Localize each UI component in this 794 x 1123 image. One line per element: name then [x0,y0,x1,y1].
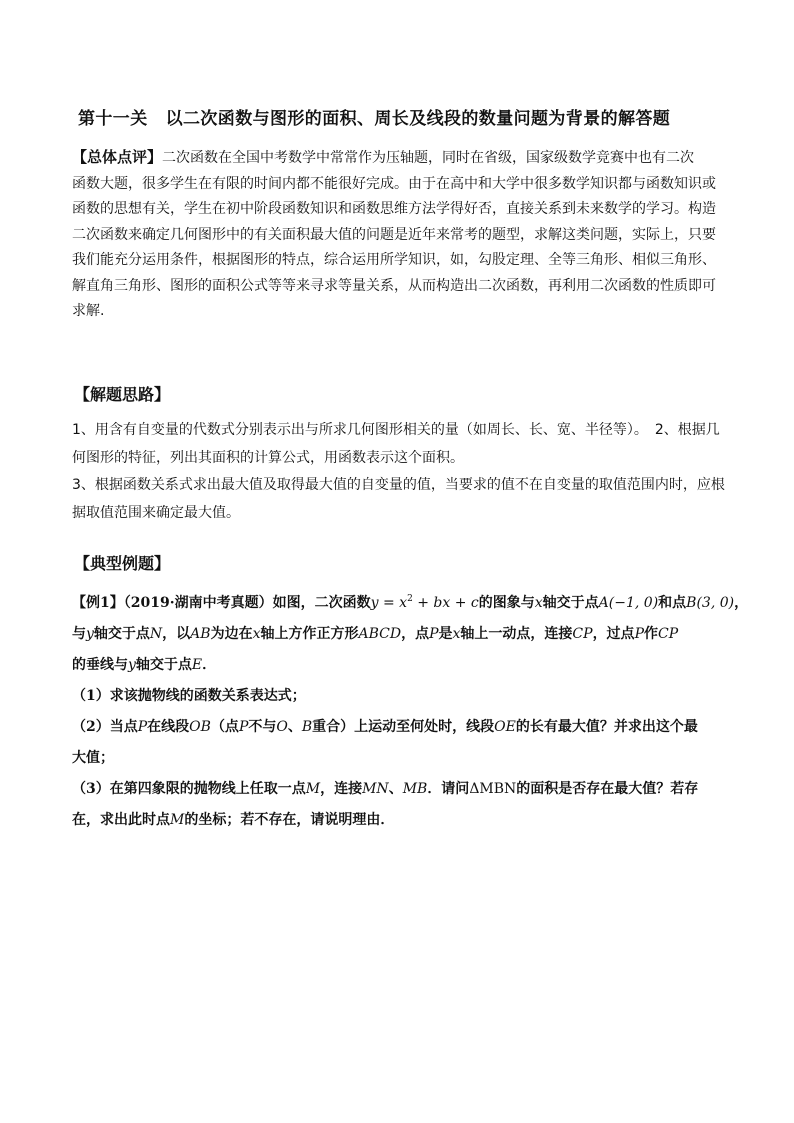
text: 在，求出此时点 [72,812,170,828]
text: 的长有最大值？并求出这个最 [515,719,698,735]
text: 的图象与 [478,595,535,611]
math-p: P [634,626,644,642]
text: 为边在 [210,626,253,642]
text: 如图，二次函数 [272,595,371,611]
overview-line-6: 解直角三角形、图形的面积公式等等来寻求等量关系，从而构造出二次函数，再利用二次函数的性质即可 [72,277,716,294]
text: ，过点 [592,626,635,642]
math-x: x [452,626,461,642]
math-p: P [137,719,148,735]
math-o: O [276,719,288,735]
example-1-line-3 [72,650,734,681]
overview-line-3: 函数的思想有关，学生在初中阶段函数知识和函数思维方法学得好否，直接关系到未来数学的学习。构造 [72,201,716,217]
overview-line-2: 函数大题，很多学生在有限的时间内都不能很好完成。由于在高中和大学中很多数学知识都与函数知识或 [72,175,716,192]
point-a: A(−1, 0) [598,595,659,611]
text: ，点 [401,626,430,642]
math-x: x [252,626,261,642]
text: 、 [287,719,302,735]
text: 的坐标；若不存在，请说明理由． [184,812,395,828]
text: 的面积是否存在最大值？若存 [516,781,699,797]
ideas-paragraph [72,417,732,527]
math-x: x [399,595,408,611]
overview-label: 【总体点评】 [72,148,163,166]
text: 不与 [248,719,277,735]
math-rest: + bx + c [412,595,479,611]
text: 在线段 [147,719,190,735]
math-exponent: 2 [407,594,413,604]
ideas-line-3: 3、根据函数关系式求出最大值及取得最大值的自变量的值，当要求的值不在自变量的取值范围内时，应根 [72,477,725,493]
math-p: P [429,626,439,642]
math-y: y [128,657,136,673]
math-ab: AB [190,626,211,642]
question-2-line-1 [72,712,734,743]
math-mb: MB [402,781,428,797]
text: 和点 [658,595,687,611]
text: ， [734,595,749,611]
question-2-line-2: 大值； [72,750,114,766]
text: 、 [388,781,403,797]
text: （2）当点 [72,719,138,735]
math-n: N [149,626,163,642]
ideas-line-2: 何图形的特征，列出其面积的计算公式，用函数表示这个面积。 [72,449,464,466]
example-1-line-1 [72,588,749,619]
math-p: P [238,719,249,735]
ideas-line-4: 据取值范围来确定最大值。 [72,504,240,521]
text: 轴上方作正方形 [260,626,359,642]
math-mn: MN [362,781,389,797]
text: 轴交于点 [542,595,599,611]
math-eq: = [378,595,400,611]
text: 轴交于点 [135,657,192,673]
math-y: y [86,626,94,642]
page-title [78,104,758,129]
overview-paragraph [72,145,732,325]
math-b: B [301,719,313,735]
text: ． [202,657,217,673]
math-x: x [534,595,543,611]
ideas-line-1: 1、用含有自变量的代数式分别表示出与所求几何图形相关的量（如周长、长、宽、半径等）。 2、根据几 [72,422,720,438]
text: 轴交于点 [93,626,150,642]
math-m: M [305,781,321,797]
example-label: 【例1】 [72,595,124,611]
overview-line-1: 二次函数在全国中考数学中常常作为压轴题，同时在省级，国家级数学竞赛中也有二次 [162,150,695,166]
text: 与 [72,626,86,642]
question-3-line-2 [72,805,734,836]
math-m: M [170,812,185,828]
math-cp: CP [657,626,679,642]
math-y: y [370,595,379,611]
text: 轴上一动点，连接 [460,626,573,642]
text: 是 [438,626,453,642]
overview-line-7: 求解. [72,303,105,319]
text: （点 [210,719,239,735]
math-abcd: ABCD [358,626,402,642]
example-1 [72,588,749,836]
example-1-line-2 [72,619,734,650]
math-e: E [191,657,203,673]
examples-heading: 【典型例题】 [74,554,171,573]
text: ，以 [162,626,191,642]
overview-line-5: 我们能充分运用条件，根据图形的特点，综合运用所学知识，如，勾股定理、全等三角形、相似三角形、 [72,252,716,268]
point-b: B(3, 0) [686,595,735,611]
text: （3）在第四象限的抛物线上任取一点 [72,781,306,797]
title-chapter: 第十一关 [78,109,148,129]
text: ．请问 [427,781,470,797]
text: 重合）上运动至何处时，线段 [312,719,495,735]
question-3-line-1 [72,774,734,805]
text: 的垂线与 [72,657,128,673]
math-cp: CP [572,626,593,642]
text: ，连接 [320,781,363,797]
example-source: （2019·湖南中考真题） [123,595,273,611]
title-topic: 以二次函数与图形的面积、周长及线段的数量问题为背景的解答题 [165,109,671,129]
overview-line-4: 二次函数来确定几何图形中的有关面积最大值的问题是近年来常考的题型，求解这类问题，实际上，只要 [72,226,716,243]
ideas-heading: 【解题思路】 [74,385,171,404]
math-ob: OB [189,719,211,735]
question-1: （1）求该抛物线的函数关系表达式； [72,688,306,704]
math-oe: OE [494,719,516,735]
text: 作 [643,626,658,642]
math-triangle-mbn: ΔMBN [469,781,517,797]
